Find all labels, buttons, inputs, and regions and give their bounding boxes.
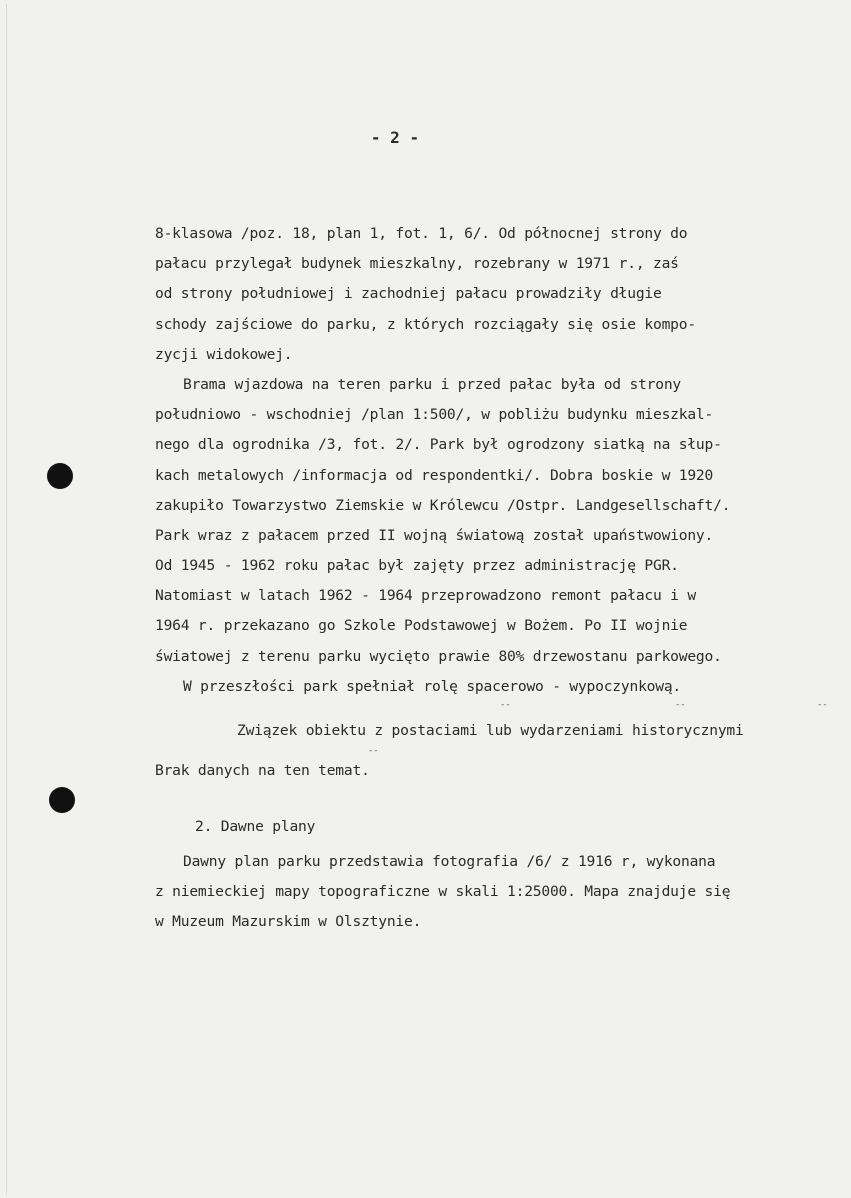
punch-hole-bottom <box>49 787 75 813</box>
text-line: światowej z terenu parku wycięto prawie 80% drzewostanu parkowego. <box>155 647 722 665</box>
paragraph-1 <box>155 219 845 370</box>
section-title-old-plans: 2. Dawne plany <box>195 818 316 836</box>
text-line: zycji widokowej. <box>155 345 293 363</box>
text-line: Brama wjazdowa na teren parku i przed pałac była od strony <box>183 375 681 393</box>
text-line: Natomiast w latach 1962 - 1964 przeprowadzono remont pałacu i w <box>155 587 696 605</box>
section-heading-historical: Związek obiektu z postaciami lub wydarzeniami historycznymi <box>237 722 744 739</box>
paragraph-2 <box>155 370 845 672</box>
paragraph-3: W przeszłości park spełniał rolę spacerowo - wypoczynkową. <box>183 677 681 695</box>
dash-marks: -- -- -- <box>500 700 828 710</box>
text-line: Park wraz z pałacem przed II wojną światową został upaństwowiony. <box>155 526 714 544</box>
text-line: z niemieckiej mapy topograficzne w skali 1:25000. Mapa znajduje się <box>155 882 731 900</box>
paragraph-4: Brak danych na ten temat. <box>155 762 370 780</box>
document-body <box>155 219 845 937</box>
text-line: południowo - wschodniej /plan 1:500/, w pobliżu budynku mieszkal- <box>155 406 714 424</box>
text-line: od strony południowej i zachodniej pałacu prowadziły długie <box>155 285 662 303</box>
text-line: nego dla ogrodnika /3, fot. 2/. Park był ogrodzony siatką na słup- <box>155 436 722 454</box>
dash-marks: -- <box>368 746 379 757</box>
text-line: Od 1945 - 1962 roku pałac był zajęty przez administrację PGR. <box>155 557 679 575</box>
text-line: 8-klasowa /poz. 18, plan 1, fot. 1, 6/. Od północnej strony do <box>155 225 688 242</box>
text-line: schody zajściowe do parku, z których rozciągały się osie kompo- <box>155 315 696 333</box>
text-line: kach metalowych /informacja od respondentki/. Dobra boskie w 1920 <box>155 466 714 484</box>
text-line: pałacu przylegał budynek mieszkalny, rozebrany w 1971 r., zaś <box>155 255 679 273</box>
text-line: zakupiło Towarzystwo Ziemskie w Królewcu /Ostpr. Landgesellschaft/. <box>155 496 731 514</box>
page-number: - 2 - <box>370 128 420 147</box>
text-line: 1964 r. przekazano go Szkole Podstawowej w Bożem. Po II wojnie <box>155 617 688 635</box>
paragraph-5 <box>155 847 845 938</box>
text-line: w Muzeum Mazurskim w Olsztynie. <box>155 912 422 930</box>
text-line: Dawny plan parku przedstawia fotografia /6/ z 1916 r, wykonana <box>183 852 716 870</box>
punch-hole-top <box>47 463 73 489</box>
